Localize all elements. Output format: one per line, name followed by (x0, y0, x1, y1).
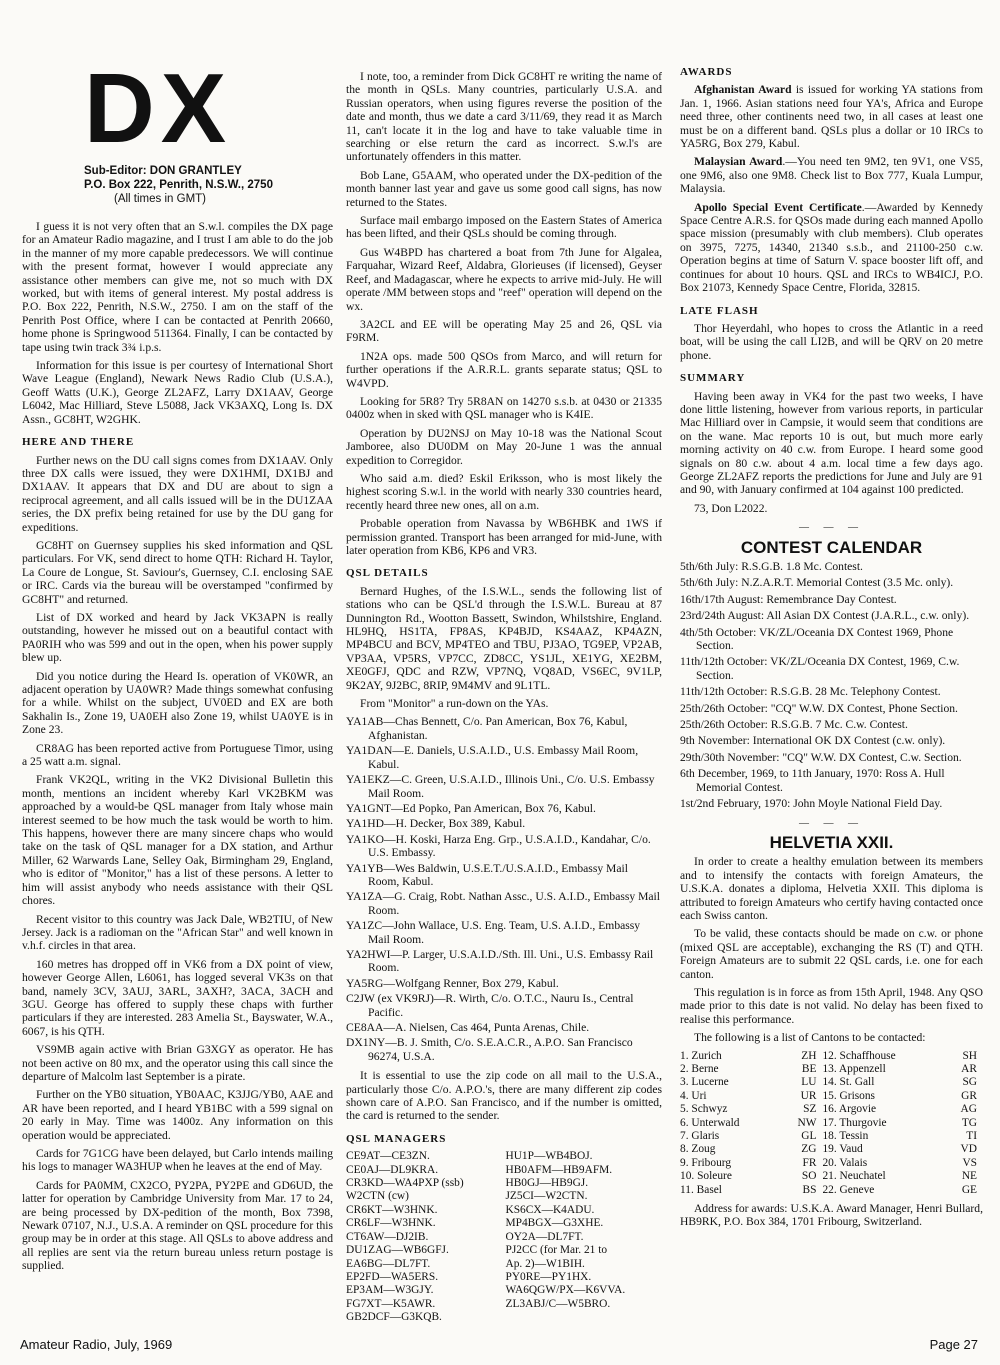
manager-cell: KS6CX—K4ADU. (505, 1203, 595, 1216)
qsl-managers-table (346, 1150, 662, 1324)
sub-editor-block (84, 164, 333, 206)
manager-cell: EP3AM—W3GJY. (346, 1284, 434, 1297)
manager-row (346, 1177, 662, 1190)
ya-entry: YA1GNT—Ed Popko, Pan American, Box 76, Kabul. (346, 801, 596, 815)
canton-name: 19. Vaud (822, 1143, 863, 1156)
paragraph: Bob Lane, G5AAM, who operated under the DX-pedition of the month banner last year and gave us some good call signs, has now returned to the States. (346, 168, 662, 209)
manager-cell: GB2DCF—G3KQB. (346, 1311, 442, 1324)
ya-entry: DX1NY—B. J. Smith, C/o. S.E.A.C.R., A.P.O. San Francisco 96274, U.S.A. (346, 1036, 633, 1063)
canton-code: NE (961, 1170, 977, 1183)
canton-name: 10. Soleure (680, 1170, 732, 1183)
manager-row (346, 1231, 662, 1244)
awards-heading: AWARDS (680, 66, 733, 78)
manager-cell (497, 1311, 662, 1324)
canton-name: 18. Tessin (822, 1130, 869, 1143)
ya-entry: YA1EKZ—C. Green, U.S.A.I.D., Illinois Uni., C/o. U.S. Embassy Mail Room. (346, 773, 655, 800)
award-entry (680, 155, 983, 195)
canton-name: 11. Basel (680, 1183, 722, 1196)
canton-code: LU (801, 1076, 817, 1089)
canton-code: GR (961, 1089, 977, 1102)
canton-code: SG (962, 1076, 977, 1089)
late-flash-text: Thor Heyerdahl, who hopes to cross the Atlantic in a reed boat, will be using the call LI2B, and will be QRV on 20 metre phone. (680, 321, 983, 362)
canton-code: VD (960, 1143, 977, 1156)
paragraph: CR8AG has been reported active from Portuguese Timor, using a 25 watt a.m. signal. (22, 741, 333, 769)
here-and-there-heading: HERE AND THERE (22, 436, 135, 449)
late-flash-heading: LATE FLASH (680, 304, 759, 317)
canton-row (680, 1170, 983, 1183)
paragraph: In order to create a healthy emulation between its members and to intensify the contacts with foreign Amateurs, the U.S.K.A. donates a diploma, Helvetia XXII. This diploma is attributed to foreign Amateurs who certify having contacted once each Swiss canton. (680, 855, 983, 922)
footer-page-number: Page 27 (929, 1337, 978, 1352)
paragraph: Operation by DU2NSJ on May 10-18 was the National Scout Jamboree, also DU0DM on May 20-June 1 was the annual expedition to Corregidor. (346, 426, 662, 467)
canton-code: ZH (801, 1049, 817, 1062)
canton-name: 3. Lucerne (680, 1076, 729, 1089)
manager-cell: EA6BG—DL7FT. (346, 1257, 431, 1270)
manager-row (346, 1311, 662, 1324)
canton-name: 2. Berne (680, 1063, 719, 1075)
canton-name: 13. Appenzell (822, 1063, 886, 1075)
canton-code: FR (802, 1156, 817, 1169)
award-name: Malaysian Award (694, 155, 783, 169)
manager-cell: CR6KT—W3HNK. (346, 1203, 438, 1216)
middle-paragraphs (346, 70, 662, 557)
manager-cell: JZ5CI—W2CTN. (505, 1190, 588, 1203)
contest-entry: 6th December, 1969, to 11th January, 1970: Ross A. Hull Memorial Contest. (680, 767, 945, 794)
signoff: 73, Don L2022. (694, 501, 768, 515)
manager-row (346, 1150, 662, 1163)
divider-2: — — — (799, 817, 864, 829)
canton-name: 22. Geneve (822, 1183, 875, 1196)
manager-cell: HU1P—WB4BOJ. (505, 1150, 593, 1163)
paragraph: 1N2A ops. made 500 QSOs from Marco, and will return for further operations if the A.R.R.L. grants separate status; QSL to W4VPD. (346, 349, 662, 390)
canton-code: TG (961, 1116, 977, 1129)
award-text: .—You need ten 9M2, ten 9V1, one VS5, one 9M6, also one 9M8. Check list to Box 777, Kuala Lumpur, Malaysia. (680, 155, 983, 196)
canton-name: 9. Fribourg (680, 1156, 732, 1169)
intro-paragraphs (22, 220, 333, 426)
ya-entry: YA1KO—H. Koski, Harza Eng. Grp., U.S.A.I.D., Kandahar, C/o. U.S. Embassy. (346, 832, 651, 860)
qsl-details-intro: Bernard Hughes, of the I.S.W.L., sends the following list of stations who can be QSL'd through the I.S.W.L. Bureau at 87 Dunnington Rd., Wootton Bassett, Swindon, Whilstshire, England. HL9HQ, HS1TA, FP8AS, KP4BJD, KS4AAZ, KP4AZN, MP4BCU and BCV, MP4TEO and TBU, PJ3AO, TG9EP, VP2AB, VP3AA, VP5RS, VP7CC, ZD8CC, YS1JL, XE1YG, XE2BM, XE0GFJ, QDC and RZW, VP7NQ, VQ8AD, VS6EC, 9V1LP, 9K2AY, 9J2BC, 8RIP, 9M4MV and 9L1TL. (346, 584, 662, 692)
manager-cell: W2CTN (cw) (346, 1190, 409, 1203)
manager-cell: HB0AFM—HB9AFM. (505, 1163, 613, 1176)
contest-entry: 25th/26th October: "CQ" W.W. DX Contest, Phone Section. (680, 701, 958, 715)
canton-row (680, 1050, 983, 1063)
zip-note: It is essential to use the zip code on all mail to the U.S.A., particularly those C/o. A.P.O.'s, there are many different zip codes shown care of A.P.O. San Francisco, and if the number is omitted, the card is returned to the sender. (346, 1069, 662, 1123)
canton-code: GE (961, 1183, 977, 1196)
paragraph: Probable operation from Navassa by WB6HBK and 1WS if permission granted. Transport has been arranged for mid-June, with later operation from KB6, KP6 and VR3. (346, 517, 662, 557)
paragraph: Cards for PA0MM, CX2CO, PY2PA, PY2PE and GD6UD, the latter for operation by Cambridge University from Mar. 17 to 24, are being processed by DX-pedition of the month, Box 7398, Newark 07107, N.J., U.S.A. A reminder on QSL procedure for this group may be in order at this stage. All QSLs to above address and all replies are sent via the return bureau unless return postage is supplied. (22, 1178, 333, 1273)
contest-entry: 1st/2nd February, 1970: John Moyle National Field Day. (680, 797, 943, 811)
paragraph: VS9MB again active with Brian G3XGY as operator. He has not been active on 80 mx, and the operator using this call since the departure of Malcolm last September is a pirate. (22, 1043, 333, 1083)
manager-cell: CR3KD—WA4PXP (ssb) (346, 1177, 464, 1190)
paragraph: I guess it is not very often that an S.w.l. compiles the DX page for an Amateur Radio magazine, and I trust I am able to do the job in the manner of my more capable predecessors. We will continue with the present format, however I would appreciate any assistance other members can give me, not so much with DX worked, but with items of general interest. My postal address is P.O. Box 222, Penrith, N.S.W., 2750. I am on the staff of the Penrith Post Office, where I can be contacted at Penrith 20660, home phone is Springwood 511364. Finally, I can be contacted by tape using twin track 3¾ i.p.s. (22, 220, 333, 354)
contest-list (680, 560, 983, 811)
contest-entry: 4th/5th October: VK/ZL/Oceania DX Contest 1969, Phone Section. (680, 625, 954, 653)
canton-name: 15. Grisons (822, 1089, 875, 1102)
manager-cell: FG7XT—K5AWR. (346, 1297, 436, 1310)
summary-text: Having been away in VK4 for the past two weeks, I have done little listening, however from various reports, in particular Mac Hilliard over in Campsie, it would seem that conditions are on the wane. Mac reports 10 is out, but much more early morning activity on 40 c.w. from Europe. I heard some good signals on 80 c.w. about 4 a.m. local time a few days ago. George ZL2AFZ reports the predictions for June and July are 91 and 90, with January confirmed at 104 against 100 predicted. (680, 389, 983, 497)
manager-row (346, 1298, 662, 1311)
canton-code: AR (961, 1063, 977, 1075)
manager-cell: OY2A—DL7FT. (505, 1230, 584, 1243)
paragraph: 160 metres has dropped off in VK6 from a DX point of view, however George Allen, L6061, has logged several VK3s on that band, namely 3CV, 3AUJ, 3ARL, 3AXH?, 3ACA, 3ACH and 3GU. George has offered to supply these chaps with further particulars if they are interested. 283 Amelia St., Bayswater, W.A., 6067, is his QTH. (22, 957, 333, 1038)
canton-name: 17. Thurgovie (822, 1116, 887, 1129)
contest-entry: 9th November: International OK DX Contest (c.w. only). (680, 734, 946, 748)
manager-cell: WA6QGW/PX—K6VVA. (505, 1284, 626, 1297)
paragraph: I note, too, a reminder from Dick GC8HT re writing the name of the month in QSLs. Many countries, particularly U.S.A. and Russian operators, when using figures reverse the position of the date and month, thus we date a card 3/11/69, they read it as March 11, can't locate it in the log and have to take valuable time in searching or else return the card as incorrect. S.w.l's are unfortunately offenders in this matter. (346, 70, 662, 164)
manager-cell: CE9AT—CE3ZN. (346, 1150, 430, 1163)
canton-code: ZG (801, 1143, 817, 1156)
contest-entry: 11th/12th October: R.S.G.B. 28 Mc. Telephony Contest. (680, 685, 941, 699)
manager-row (346, 1204, 662, 1217)
paragraph: Who said a.m. died? Eskil Eriksson, who is most likely the highest scoring S.w.l. in the world with nearly 330 countries heard, recently heard three new ones, all on a.m. (346, 471, 662, 512)
manager-cell: CR6LF—W3HNK. (346, 1217, 436, 1230)
paragraph: Frank VK2QL, writing in the VK2 Divisional Bulletin this month, mentions an incident whereby Karl VK2BKM was approached by a would-be QSL manager from Italy whose main interest seemed to be how much the task would be worth to him. This happens, however there are many sincere chaps who would take on the task of QSL manager for a DX station, and Arthur Miller, 62 Warwards Lane, Selley Oak, Birmingham 29, England, who is editor of "Monitor," has a list of these persons. A letter to him will assist anybody who needs assistance with their QSL chores. (22, 773, 333, 908)
paragraph: Recent visitor to this country was Jack Dale, WB2TIU, of New Jersey. Jack is a radioman on the "African Star" and well known in v.h.f. circles in that area. (22, 912, 333, 953)
canton-code: BS (802, 1183, 817, 1196)
sub-editor-line: Sub-Editor: DON GRANTLEY (84, 165, 242, 177)
ya-entry: YA2HWI—P. Larger, U.S.A.I.D./Sth. Ill. Uni., U.S. Embassy Rail Room. (346, 947, 654, 975)
manager-cell: HB0GJ—HB9GJ. (505, 1177, 589, 1190)
cantons-table (680, 1050, 983, 1197)
canton-name: 8. Zoug (680, 1143, 716, 1156)
manager-cell: Ap. 2)—W1BIH. (505, 1257, 585, 1270)
column-middle (346, 70, 662, 1325)
canton-row (680, 1076, 983, 1089)
ya-entry: YA1ZC—John Wallace, U.S. Eng. Team, U.S. A.I.D., Embassy Mail Room. (346, 919, 641, 946)
contest-entry: 25th/26th October: R.S.G.B. 7 Mc. C.w. Contest. (680, 718, 908, 732)
canton-name: 12. Schaffhouse (822, 1049, 896, 1062)
paragraph: Cards for 7G1CG have been delayed, but Carlo intends mailing his logs to manager WA3HUP when he leaves at the end of May. (22, 1147, 333, 1174)
paragraph: List of DX worked and heard by Jack VK3APN is really outstanding, however he missed out on a beautiful contact with PA0RIH who was 599 and out in the open, when his power supply blew up. (22, 610, 333, 665)
canton-row (680, 1143, 983, 1156)
contest-entry: 23rd/24th August: All Asian DX Contest (J.A.R.L., c.w. only). (680, 609, 970, 623)
canton-code: TI (966, 1130, 977, 1143)
canton-row (680, 1103, 983, 1116)
contest-entry: 5th/6th July: R.S.G.B. 1.8 Mc. Contest. (680, 560, 863, 573)
column-left (22, 53, 333, 1278)
contest-entry: 5th/6th July: N.Z.A.R.T. Memorial Contest (3.5 Mc. only). (680, 576, 954, 590)
manager-row (346, 1190, 662, 1203)
canton-code: VS (962, 1156, 977, 1169)
award-text: .—Awarded by Kennedy Space Centre A.R.S. for QSOs made during each manned Apollo space mission (presumably with club members). Club operates on 3975, 7275, 14340, 21340 s.s.b., and 21100-250 c.w. Operation begins at time of Saturn V. space booster lift off, and continues for about 10 hours. QSL and IRCs to WB4ICJ, P.O. Box 21073, Kennedy Space Centre, Florida, 32815. (680, 200, 983, 295)
canton-row (680, 1130, 983, 1143)
ya-entry: YA1HD—H. Decker, Box 389, Kabul. (346, 817, 526, 831)
paragraph: Information for this issue is per courtesy of International Short Wave League (England), Newark News Radio Club (U.S.A.), Geoff Watts (U.K.), George ZL2AFZ, Larry DX1AAV, George L6042, Mac Hilliard, Steve L5088, Jack VK3AXQ, Long Is. DX Assn., GC8HT, W2GHK. (22, 359, 333, 426)
canton-code: GL (801, 1130, 817, 1143)
award-name: Afghanistan Award (694, 83, 792, 97)
sub-editor-note: (All times in GMT) (114, 193, 206, 205)
canton-name: 7. Glaris (680, 1130, 720, 1143)
canton-code: UR (800, 1089, 817, 1102)
paragraph: Did you notice during the Heard Is. operation of VK0WR, an adjacent operation by UA0WR? Made things somewhat confusing for a while. Whilst on the subject, UV0ED and EX are both Sakhalin Is., Zone 19, UA0EH also Zone 19, whilst UA0YE is in Zone 23. (22, 669, 333, 737)
contest-calendar-heading: CONTEST CALENDAR (740, 537, 923, 557)
manager-cell: CT6AW—DJ2IB. (346, 1230, 429, 1243)
canton-code: SO (801, 1170, 817, 1183)
manager-cell: PJ2CC (for Mar. 21 to (505, 1244, 608, 1257)
paragraph: Gus W4BPD has chartered a boat from 7th June for Algalea, Farquahar, Wizard Reef, Aldabra, Glorieuses (if licensed), Geyser Reef, and Madagascar, where he expects to arrive mid-July. He will operate /MM between stops and "reef" operation will depend on the wx. (346, 245, 662, 313)
paragraph: The following is a list of Cantons to be contacted: (694, 1031, 926, 1045)
ya-intro: From "Monitor" a run-down on the YAs. (360, 697, 549, 711)
award-address: Address for awards: U.S.K.A. Award Manager, Henri Bullard, HB9RK, P.O. Box 384, 1701 Fribourg, Switzerland. (680, 1202, 983, 1229)
paragraph: To be valid, these contacts should be made on c.w. or phone (mixed QSL are acceptable), exchanging the RS (T) and QTH. Foreign Amateurs are to submit 22 QSL cards, i.e. one for each canton. (680, 927, 983, 981)
contest-entry: 16th/17th August: Remembrance Day Contest. (680, 592, 897, 606)
canton-name: 4. Uri (680, 1089, 707, 1102)
ya-entry: C2JW (ex VK9RJ)—R. Wirth, C/o. O.T.C., Nauru Is., Central Pacific. (346, 992, 634, 1019)
ya-entry: YA1ZA—G. Craig, Robt. Nathan Assc., U.S. A.I.D., Embassy Mail Room. (346, 890, 660, 917)
page-title: DX (84, 53, 233, 163)
canton-code: SH (962, 1049, 977, 1062)
award-name: Apollo Special Event Certificate (694, 200, 862, 214)
manager-cell: CE0AJ—DL9KRA. (346, 1163, 439, 1176)
canton-row (680, 1117, 983, 1130)
canton-name: 5. Schwyz (680, 1103, 728, 1116)
canton-row (680, 1184, 983, 1197)
helvetia-paragraphs (680, 855, 983, 1044)
manager-row (346, 1271, 662, 1284)
canton-name: 20. Valais (822, 1156, 868, 1169)
manager-cell: ZL3ABJ/C—W5BRO. (505, 1297, 611, 1310)
manager-cell: DU1ZAG—WB6GFJ. (346, 1244, 449, 1257)
paragraph: 3A2CL and EE will be operating May 25 and 26, QSL via F9RM. (346, 317, 662, 345)
paragraph: This regulation is in force as from 15th April, 1948. Any QSO made prior to this date is not valid. No delay has been fixed to realise this performance. (680, 985, 983, 1026)
award-entry (680, 83, 983, 150)
manager-row (346, 1284, 662, 1297)
footer-publication: Amateur Radio, July, 1969 (20, 1337, 173, 1352)
manager-cell: EP2FD—WA5ERS. (346, 1270, 439, 1283)
award-text: is issued for working YA stations from Jan. 1, 1966. Asian stations need four YA's, Africa and Europe need three, other continents need two, in all cases at least one must be on a different band. QSLs plus a dollar or 10 IRCs to YA5RG, Box 279, Kabul. (680, 83, 983, 151)
ya-entry: YA1YB—Wes Baldwin, U.S.E.T./U.S.A.I.D., Embassy Mail Room, Kabul. (346, 861, 628, 888)
paragraph: Looking for 5R8? Try 5R8AN on 14270 s.s.b. at 0430 or 21335 0400z when in sked with QSL manager who is K4IE. (346, 394, 662, 422)
sub-editor-address: P.O. Box 222, Penrith, N.S.W., 2750 (84, 179, 273, 191)
canton-row (680, 1157, 983, 1170)
awards-list (680, 83, 983, 294)
paragraph: Further news on the DU call signs comes from DX1AAV. Only three DX calls were issued, they were DX1HMI, DX1BJ and DX1AAV. It appears that DX and DU are about to sign a reciprocal agreement, and all calls issued will be in the DU1ZAA series, the DX prefix being retained for use by the DU gang for expeditions. (22, 453, 333, 534)
ya-list (346, 715, 662, 1063)
manager-row (346, 1258, 662, 1271)
divider: — — — (799, 522, 864, 534)
helvetia-heading: HELVETIA XXII. (769, 832, 894, 852)
paragraph: Further on the YB0 situation, YB0AAC, K3JJG/YB0, AAE and AR have been reported, and I heard YB1BC with a 599 signal on 20 early in May. Time was 1400z. Any information on this operation would be appreciated. (22, 1088, 333, 1142)
manager-cell: PY0RE—PY1HX. (505, 1270, 592, 1283)
ya-entry: CE8AA—A. Nielsen, Cas 464, Punta Arenas, Chile. (346, 1021, 590, 1034)
canton-row (680, 1063, 983, 1076)
canton-code: SZ (803, 1103, 817, 1116)
canton-code: BE (801, 1063, 817, 1075)
canton-name: 21. Neuchatel (822, 1170, 886, 1183)
canton-name: 14. St. Gall (822, 1076, 875, 1089)
manager-row (346, 1217, 662, 1230)
canton-row (680, 1090, 983, 1103)
paragraph: GC8HT on Guernsey supplies his sked information and QSL particulars. For VK, send direct to home QTH: Richard H. Taylor, La Coure de Longue, St. Saviour's, Guernsey, C.I. enclosing SAE or IRC. Cards via the bureau will be overstamped "confirmed by GC8HT" and returned. (22, 538, 333, 606)
paragraph: Surface mail embargo imposed on the Eastern States of America has been lifted, and their QSLs should be coming through. (346, 214, 662, 241)
canton-name: 1. Zurich (680, 1049, 722, 1062)
here-and-there-paragraphs (22, 454, 333, 1273)
award-entry (680, 201, 983, 295)
column-right (680, 66, 983, 1234)
qsl-details-heading: QSL DETAILS (346, 567, 429, 580)
canton-name: 16. Argovie (822, 1103, 877, 1116)
manager-row (346, 1244, 662, 1257)
canton-code: AG (960, 1103, 977, 1116)
ya-entry: YA1DAN—E. Daniels, U.S.A.I.D., U.S. Embassy Mail Room, Kabul. (346, 744, 639, 771)
manager-cell: MP4BGX—G3XHE. (505, 1217, 604, 1230)
ya-entry: YA1AB—Chas Bennett, C/o. Pan American, Box 76, Kabul, Afghanistan. (346, 715, 628, 742)
qsl-managers-heading: QSL MANAGERS (346, 1132, 447, 1145)
canton-name: 6. Unterwald (680, 1116, 740, 1129)
summary-heading: SUMMARY (680, 372, 746, 385)
contest-entry: 11th/12th October: VK/ZL/Oceania DX Contest, 1969, C.w. Section. (680, 655, 960, 682)
contest-entry: 29th/30th November: "CQ" W.W. DX Contest, C.w. Section. (680, 750, 962, 764)
manager-row (346, 1164, 662, 1177)
ya-entry: YA5RG—Wolfgang Renner, Box 279, Kabul. (346, 976, 559, 990)
canton-code: NW (797, 1116, 817, 1129)
